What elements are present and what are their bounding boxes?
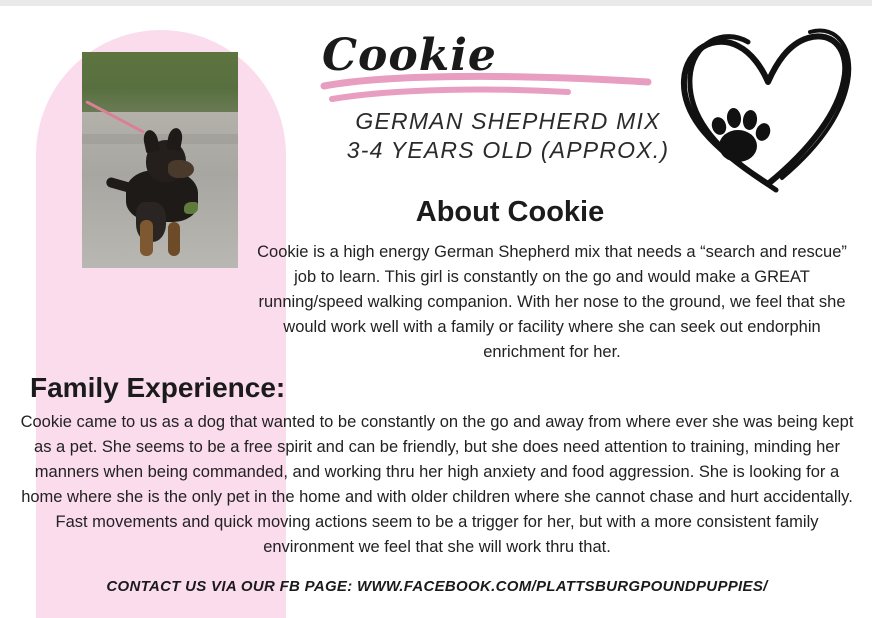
photo-dog-back-leg	[168, 222, 180, 256]
photo-grass	[82, 52, 238, 118]
pink-swoosh-underline	[318, 72, 670, 108]
photo-dog-front-leg	[140, 220, 153, 256]
photo-leaf	[184, 202, 198, 214]
heart-paw-icon	[672, 8, 852, 198]
contact-line: CONTACT US VIA OUR FB PAGE: WWW.FACEBOOK.COM/PLATTSBURGPOUNDPUPPIES/	[106, 578, 768, 595]
pet-breed: GERMAN SHEPHERD MIX	[355, 108, 661, 134]
pet-photo	[82, 52, 238, 268]
family-paragraph-2: Fast movements and quick moving actions seem to be a trigger for her, but with a more consistent family environment we feel that she will work thru that.	[55, 513, 819, 556]
top-border-strip	[0, 0, 872, 6]
family-paragraph-1: Cookie came to us as a dog that wanted to be constantly on the go and away from where ever she was being kept as a pet. She seems to be a free spirit and can be friendly, but she does need attention to training, minding her manners when being commanded, and working thru her high anxiety and food aggression. She is looking for a home where she is the only pet in the home and with older children where she cannot chase and hurt accidentally.	[20, 413, 854, 506]
photo-dog-snout	[168, 160, 194, 178]
pet-name-title: Cookie	[322, 30, 497, 81]
family-experience-body	[18, 410, 856, 560]
pet-age: 3-4 YEARS OLD (APPROX.)	[346, 137, 670, 163]
about-body-text: Cookie is a high energy German Shepherd mix that needs a “search and rescue” job to learn. This girl is constantly on the go and would make a GREAT running/speed walking companion. With her nose to the ground, we feel that she would work well with a family or facility where she can seek out endorphin enrichment for her.	[257, 243, 847, 361]
about-heading: About Cookie	[415, 196, 605, 228]
family-experience-heading: Family Experience:	[30, 372, 286, 403]
